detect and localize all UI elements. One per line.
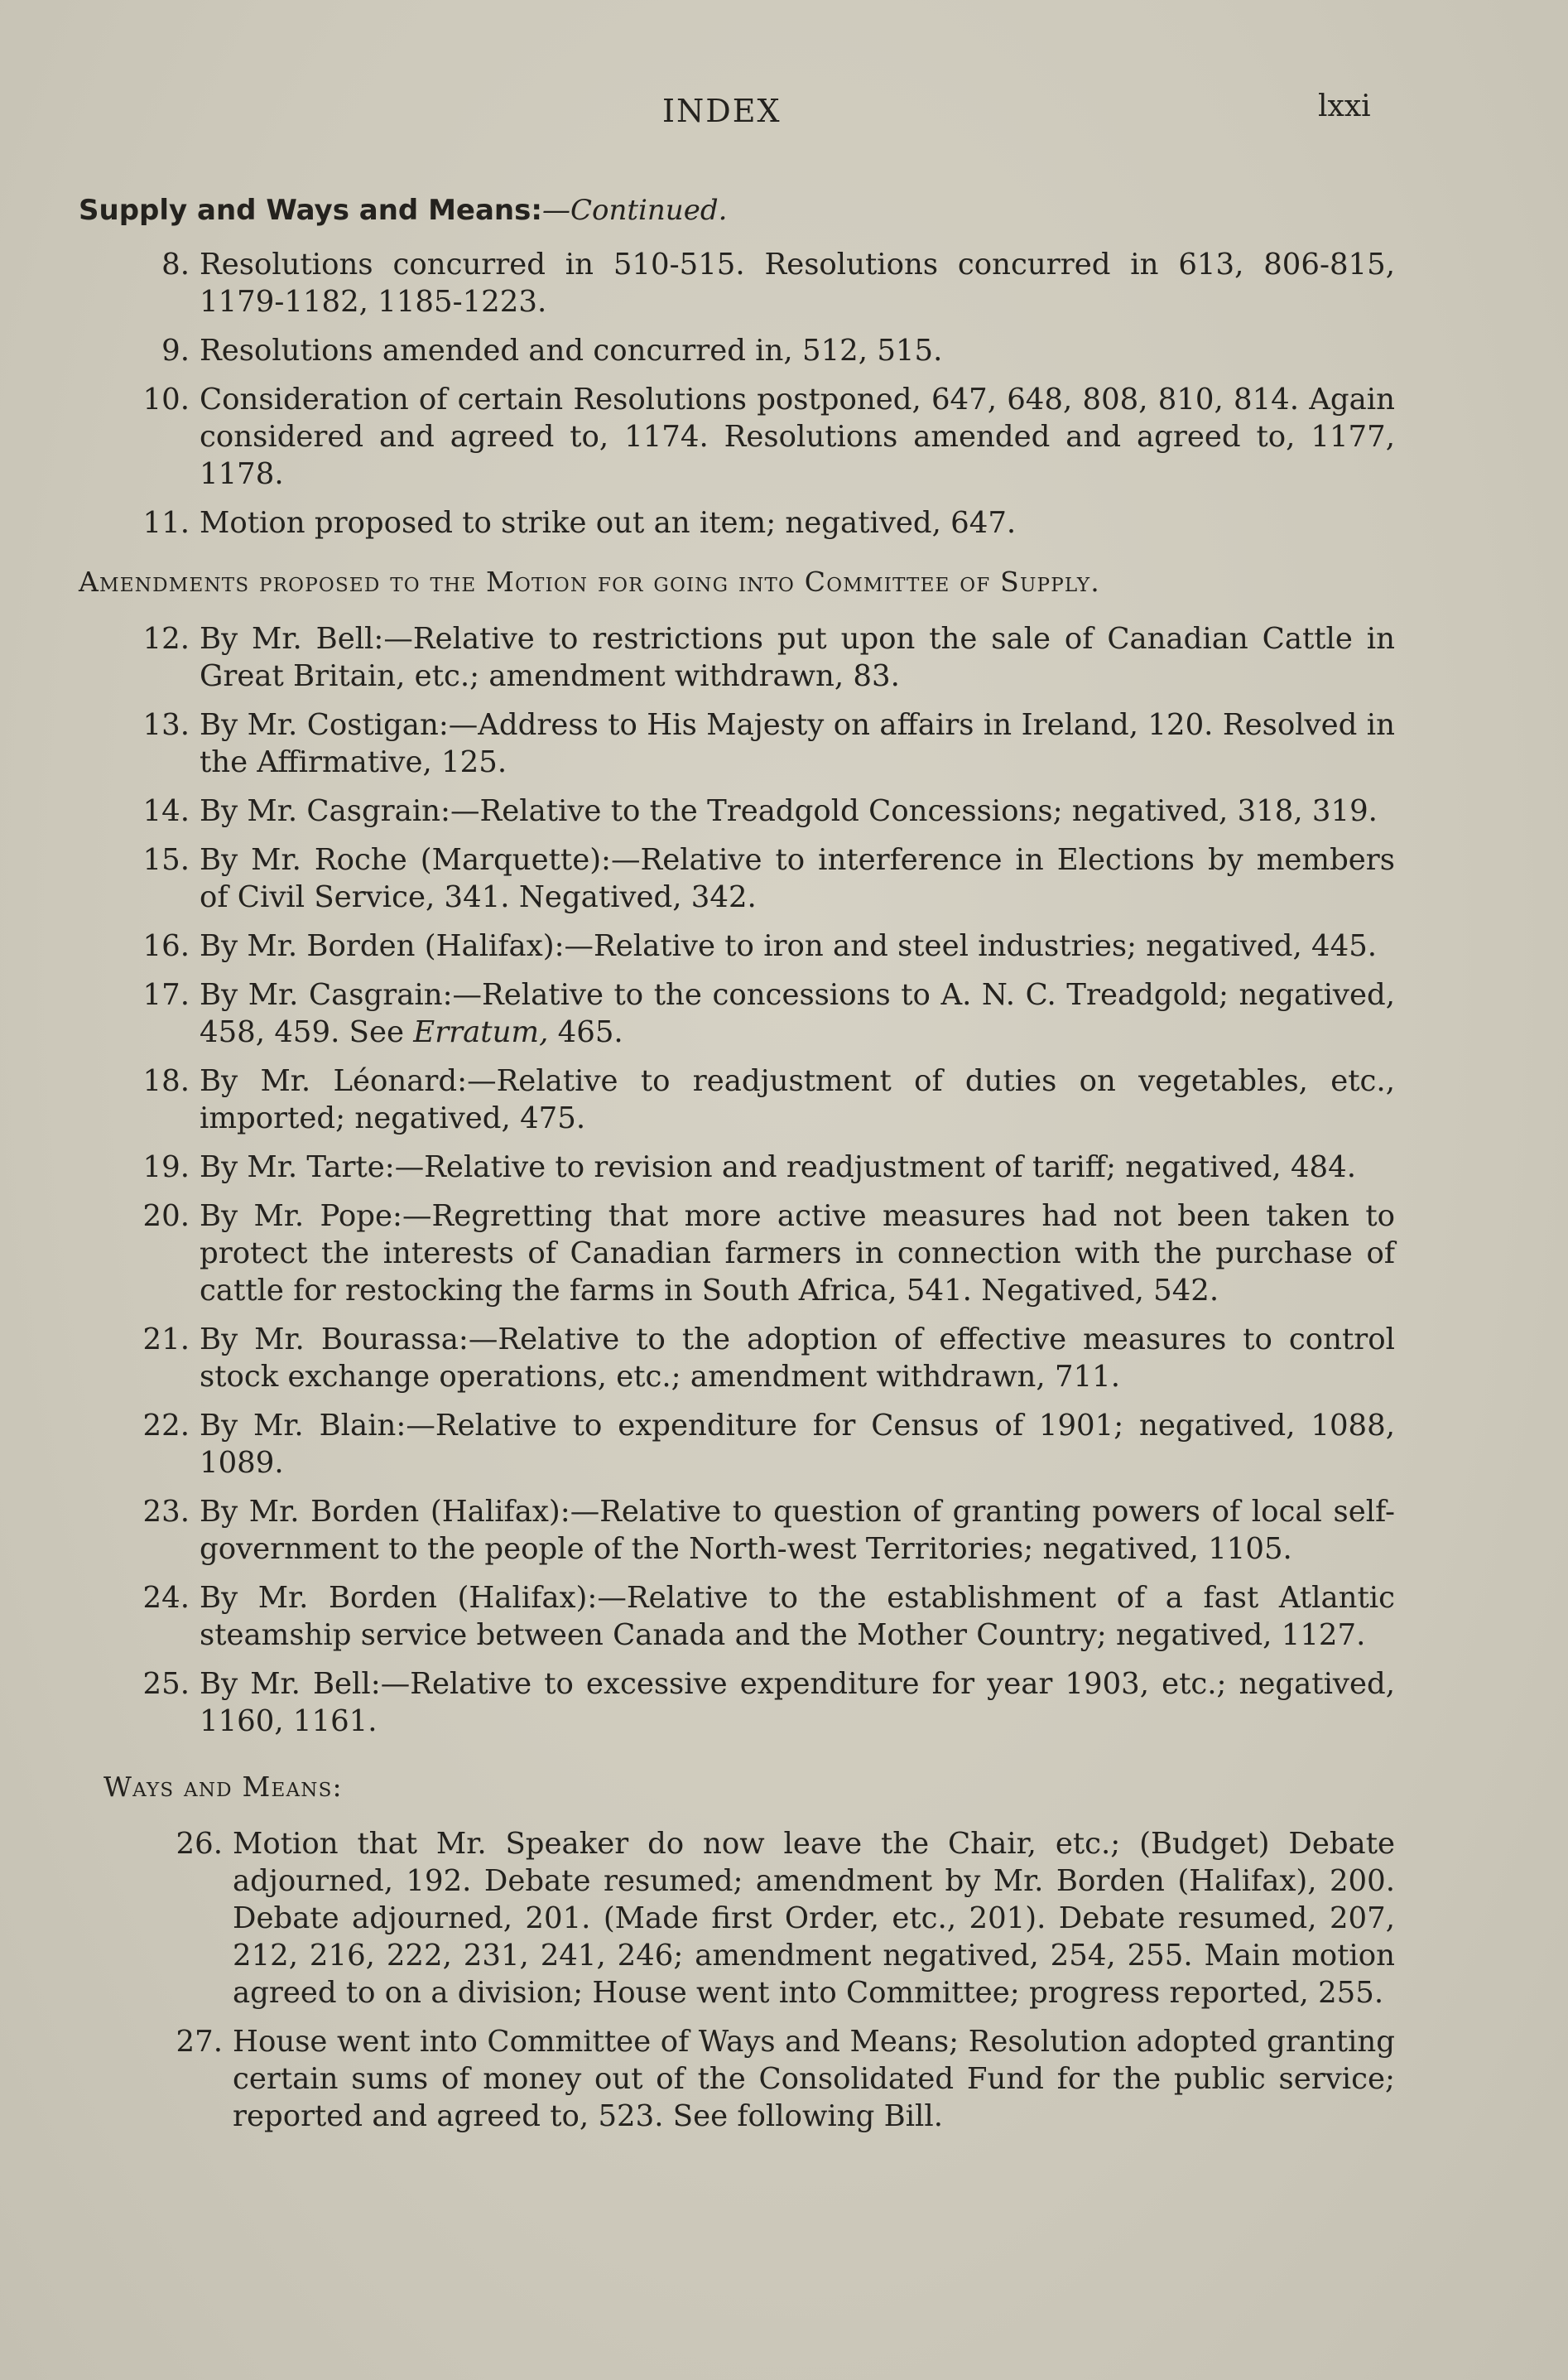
entry-number: 17.: [142, 978, 190, 1012]
entry-number: 20.: [142, 1199, 190, 1233]
index-entry: [79, 1149, 1395, 1186]
entry-text: By Mr. Roche (Marquette):—Relative to interference in Elections by members of Civil Service, 341. Negatived, 342.: [200, 843, 1395, 914]
entry-text: Resolutions amended and concurred in, 512, 515.: [200, 334, 943, 368]
section-heading-ways-and-means: Ways and Means:: [103, 1771, 343, 1803]
section-heading-supply: [79, 192, 1395, 229]
entry-number: 24.: [142, 1581, 190, 1615]
entry-number: 9.: [161, 334, 190, 368]
index-entry: [79, 381, 1395, 493]
page-number: lxxi: [1318, 89, 1371, 123]
entry-text: [200, 976, 1395, 1051]
entry-number: 15.: [142, 843, 190, 877]
erratum-reference: Erratum,: [413, 1015, 549, 1049]
index-entry: [79, 2023, 1395, 2135]
index-entry: [79, 246, 1395, 320]
entry-number: 11.: [142, 506, 190, 540]
entry-text: House went into Committee of Ways and Means; Resolution adopted granting certain sums of money out of the Consolidated Fund for the public service; reported and agreed to, 523. See following Bill.: [233, 2025, 1395, 2133]
entry-text-end: 465.: [548, 1015, 623, 1049]
entry-text: By Mr. Bourassa:—Relative to the adoption of effective measures to control stock exchange operations, etc.; amendment withdrawn, 711.: [200, 1322, 1395, 1394]
entry-text-main: By Mr. Casgrain:—Relative to the concessions to A. N. C. Treadgold; negatived, 458, 459. See: [200, 978, 1395, 1049]
section-heading-amendments: Amendments proposed to the Motion for going into Committee of Supply.: [79, 566, 1100, 598]
entry-text: Motion proposed to strike out an item; negatived, 647.: [200, 506, 1017, 540]
entry-text: Consideration of certain Resolutions postponed, 647, 648, 808, 810, 814. Again considered and agreed to, 1174. Resolutions amended and agreed to, 1177, 1178.: [200, 383, 1395, 491]
running-head: [0, 89, 1568, 142]
index-entry: [79, 1825, 1395, 2011]
entry-number: 23.: [142, 1495, 190, 1529]
index-entry: [79, 706, 1395, 781]
index-body: [79, 192, 1395, 2146]
entry-number: 14.: [142, 794, 190, 828]
index-entry: [79, 1407, 1395, 1481]
index-entry: [79, 1665, 1395, 1740]
index-entry: [79, 1062, 1395, 1137]
entry-text: Motion that Mr. Speaker do now leave the Chair, etc.; (Budget) Debate adjourned, 192. Debate resumed; amendment by Mr. Borden (Halifax), 200. Debate adjourned, 201. (Made first Order, etc., 201). Debate resumed, 207, 212, 216, 222, 231, 241, 246; amendment negatived, 254, 255. Main motion agreed to on a division; House went into Committee; progress reported, 255.: [233, 1827, 1395, 2010]
entry-text: By Mr. Tarte:—Relative to revision and readjustment of tariff; negatived, 484.: [200, 1150, 1356, 1184]
index-entry: [79, 793, 1395, 830]
entry-number: 8.: [161, 248, 190, 282]
section-heading-supply-label: Supply and Ways and Means:: [79, 194, 542, 227]
index-entry: [79, 1197, 1395, 1309]
entry-number: 25.: [142, 1667, 190, 1701]
entry-text: By Mr. Borden (Halifax):—Relative to the establishment of a fast Atlantic steamship service between Canada and the Mother Country; negatived, 1127.: [200, 1581, 1395, 1652]
index-entry: [79, 332, 1395, 369]
entry-number: 27.: [176, 2025, 223, 2059]
entry-text: By Mr. Borden (Halifax):—Relative to question of granting powers of local self-government to the people of the North-west Territories; negatived, 1105.: [200, 1495, 1395, 1566]
entry-text: By Mr. Borden (Halifax):—Relative to iron and steel industries; negatived, 445.: [200, 929, 1378, 963]
index-entry: [79, 841, 1395, 916]
entry-text: By Mr. Pope:—Regretting that more active measures had not been taken to protect the interests of Canadian farmers in connection with the purchase of cattle for restocking the farms in South Africa, 541. Negatived, 542.: [200, 1199, 1395, 1308]
index-entry: [79, 976, 1395, 1051]
index-entry: [79, 1579, 1395, 1654]
entry-number: 22.: [142, 1409, 190, 1443]
index-entry: [79, 1321, 1395, 1395]
entry-text: By Mr. Bell:—Relative to excessive expenditure for year 1903, etc.; negatived, 1160, 1161.: [200, 1667, 1395, 1738]
index-entry: [79, 1493, 1395, 1568]
entry-text: By Mr. Blain:—Relative to expenditure for Census of 1901; negatived, 1088, 1089.: [200, 1409, 1395, 1480]
entry-text: By Mr. Costigan:—Address to His Majesty on affairs in Ireland, 120. Resolved in the Affirmative, 125.: [200, 708, 1395, 779]
entry-text: Resolutions concurred in 510-515. Resolutions concurred in 613, 806-815, 1179-1182, 1185-1223.: [200, 248, 1395, 319]
index-entry: [79, 620, 1395, 695]
section-heading-continued: —Continued.: [541, 194, 728, 227]
entry-text: By Mr. Casgrain:—Relative to the Treadgold Concessions; negatived, 318, 319.: [200, 794, 1378, 828]
entry-number: 21.: [142, 1322, 190, 1356]
page-title: INDEX: [662, 93, 782, 129]
entry-text: By Mr. Bell:—Relative to restrictions put upon the sale of Canadian Cattle in Great Britain, etc.; amendment withdrawn, 83.: [200, 622, 1395, 693]
entry-number: 26.: [176, 1827, 223, 1861]
index-entry: [79, 504, 1395, 542]
entry-number: 12.: [142, 622, 190, 656]
entry-number: 10.: [142, 383, 190, 417]
index-entry: [79, 927, 1395, 965]
entry-number: 18.: [142, 1064, 190, 1098]
entry-number: 13.: [142, 708, 190, 742]
entry-text: By Mr. Léonard:—Relative to readjustment of duties on vegetables, etc., imported; negatived, 475.: [200, 1064, 1395, 1135]
entry-number: 19.: [142, 1150, 190, 1184]
entry-number: 16.: [142, 929, 190, 963]
